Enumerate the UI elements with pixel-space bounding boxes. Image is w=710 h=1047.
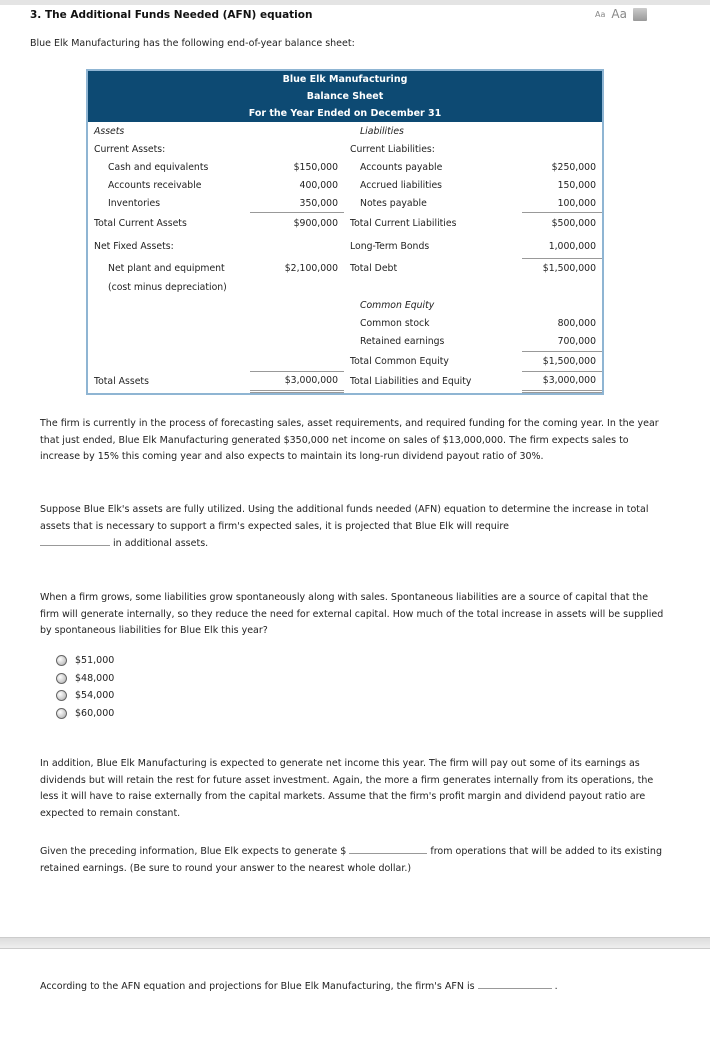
option-label: $48,000 <box>75 672 115 684</box>
question-3-suffix: from operations that will be added to its existing retained earnings. (Be sure to round your answer to the nearest whole dollar.) <box>40 846 662 874</box>
sheet-amount <box>250 122 344 140</box>
sheet-amount <box>250 315 344 333</box>
sheet-amount <box>522 122 602 140</box>
sheet-amount: $3,000,000 <box>522 371 602 391</box>
sheet-amount: $2,100,000 <box>284 263 338 274</box>
sheet-amount <box>250 140 344 158</box>
question-1-suffix: in additional assets. <box>113 538 209 549</box>
radio-icon[interactable] <box>56 655 67 666</box>
sheet-row <box>88 194 602 213</box>
question-3-text: Given the preceding information, Blue Elk expects to generate $ <box>40 846 347 857</box>
option-label: $54,000 <box>75 690 115 702</box>
sheet-label: Total Current Assets <box>94 218 187 229</box>
sheet-label <box>88 315 250 333</box>
sheet-row <box>88 351 602 371</box>
sheet-label: Liabilities <box>360 125 404 137</box>
sheet-amount: 1,000,000 <box>522 235 602 259</box>
sheet-company: Blue Elk Manufacturing <box>88 71 602 88</box>
question-1 <box>40 502 665 553</box>
sheet-title: Balance Sheet <box>88 88 602 105</box>
option-0[interactable] <box>56 652 114 670</box>
sheet-amount <box>522 297 602 315</box>
scenario-paragraph: The firm is currently in the process of forecasting sales, asset requirements, and required funding for the coming year. In the year that just ended, Blue Elk Manufacturing generated $350,000 net income on sales of $13,000,000. The firm expects sales to increase by 15% this coming year and also expects to maintain its long-run dividend payout ratio of 30%. <box>40 418 659 462</box>
sheet-label: Accounts payable <box>360 161 443 173</box>
spontaneous-liabilities-options <box>56 652 114 722</box>
sheet-label: Inventories <box>108 197 161 209</box>
sheet-row <box>88 279 602 297</box>
sheet-label: (cost minus depreciation) <box>108 282 227 293</box>
sheet-amount: 350,000 <box>250 194 344 213</box>
sheet-label: Total Debt <box>350 263 398 274</box>
intro-text: Blue Elk Manufacturing has the following end-of-year balance sheet: <box>30 38 355 49</box>
radio-icon[interactable] <box>56 673 67 684</box>
sheet-amount <box>250 297 344 315</box>
retained-earnings-input[interactable] <box>349 843 427 854</box>
sheet-amount <box>250 351 344 371</box>
sheet-label: Retained earnings <box>360 336 445 348</box>
print-icon[interactable] <box>633 8 647 21</box>
sheet-amount: 150,000 <box>557 179 597 191</box>
question-1-text: Suppose Blue Elk's assets are fully utilized. Using the additional funds needed (AFN) equation to determine the increase in total assets that is necessary to support a firm's expected sales, it is projected that Blue Elk will require <box>40 504 649 532</box>
sheet-amount: $3,000,000 <box>250 371 344 391</box>
sheet-amount: $150,000 <box>293 161 338 173</box>
sheet-label: Assets <box>94 125 125 137</box>
option-1[interactable] <box>56 670 114 688</box>
toolbar <box>595 7 647 21</box>
sheet-label: Accounts receivable <box>108 179 202 191</box>
sheet-label <box>88 333 250 352</box>
radio-icon[interactable] <box>56 690 67 701</box>
section-divider <box>0 937 710 949</box>
sheet-amount <box>522 140 602 158</box>
sheet-label: Accrued liabilities <box>360 179 443 191</box>
sheet-amount <box>250 279 344 297</box>
sheet-label: Common stock <box>360 318 430 329</box>
sheet-amount: $900,000 <box>293 218 338 230</box>
sheet-row <box>88 213 602 235</box>
sheet-amount: $1,500,000 <box>542 263 597 275</box>
question-2: When a firm grows, some liabilities grow spontaneously along with sales. Spontaneous liabilities are a source of capital that the firm will generate internally, so they reduce the need for external capital. How much of the total increase in assets will be supplied by spontaneous liabilities for Blue Elk this year? <box>40 592 664 636</box>
sheet-label: Total Assets <box>94 375 149 387</box>
sheet-row <box>88 176 602 194</box>
increase-font-button[interactable]: Aa <box>611 7 627 21</box>
sheet-amount: 700,000 <box>522 333 602 352</box>
sheet-amount: 800,000 <box>557 318 597 329</box>
sheet-amount: $250,000 <box>551 161 597 173</box>
sheet-label: Cash and equivalents <box>108 161 209 173</box>
sheet-row <box>88 315 602 333</box>
sheet-row <box>88 333 602 352</box>
sheet-label: Notes payable <box>360 197 427 209</box>
sheet-row <box>88 158 602 176</box>
sheet-row <box>88 297 602 315</box>
sheet-row <box>88 259 602 279</box>
sheet-row <box>88 140 602 158</box>
sheet-label: Current Assets: <box>94 143 166 155</box>
sheet-label: Long-Term Bonds <box>350 241 430 252</box>
question-4-text: According to the AFN equation and projections for Blue Elk Manufacturing, the firm's AFN is <box>40 981 475 992</box>
afn-input[interactable] <box>478 978 552 989</box>
sheet-label: Net Fixed Assets: <box>94 241 174 252</box>
sheet-period: For the Year Ended on December 31 <box>88 105 602 122</box>
question-title: 3. The Additional Funds Needed (AFN) equation <box>30 9 313 21</box>
sheet-label <box>88 297 250 315</box>
sheet-row <box>88 371 602 391</box>
sheet-label: Net plant and equipment <box>108 263 225 274</box>
sheet-row <box>88 235 602 259</box>
sheet-amount: $500,000 <box>551 218 597 230</box>
option-label: $60,000 <box>75 707 115 719</box>
sheet-label <box>344 279 522 297</box>
sheet-row <box>88 122 602 140</box>
top-bar <box>0 0 710 5</box>
sheet-amount: $1,500,000 <box>522 351 602 371</box>
sheet-label: Common Equity <box>360 300 435 311</box>
question-4-suffix: . <box>554 981 558 992</box>
balance-sheet <box>86 69 604 395</box>
sheet-label: Total Liabilities and Equity <box>350 375 472 387</box>
sheet-amount <box>250 333 344 352</box>
sheet-label: Current Liabilities: <box>350 143 435 155</box>
sheet-amount: 100,000 <box>522 194 602 213</box>
question-4 <box>40 978 700 996</box>
sheet-amount <box>522 279 602 297</box>
question-3 <box>40 843 665 877</box>
sheet-label: Total Common Equity <box>350 355 449 367</box>
sheet-amount: 400,000 <box>299 179 338 191</box>
decrease-font-button[interactable]: Aa <box>595 9 606 19</box>
option-label: $51,000 <box>75 655 115 667</box>
sheet-label: Total Current Liabilities <box>350 218 457 229</box>
option-3[interactable] <box>56 705 114 723</box>
additional-assets-input[interactable] <box>40 535 110 546</box>
sheet-label <box>88 351 250 371</box>
option-2[interactable] <box>56 687 114 705</box>
sheet-amount <box>250 235 344 259</box>
retention-paragraph: In addition, Blue Elk Manufacturing is expected to generate net income this year. The firm will pay out some of its earnings as dividends but will retain the rest for future asset investment. Again, the more a firm generates internally from its operations, the less it will have to raise externally from the capital markets. Assume that the firm's profit margin and dividend payout ratio are expected to remain constant. <box>40 758 654 819</box>
radio-icon[interactable] <box>56 708 67 719</box>
